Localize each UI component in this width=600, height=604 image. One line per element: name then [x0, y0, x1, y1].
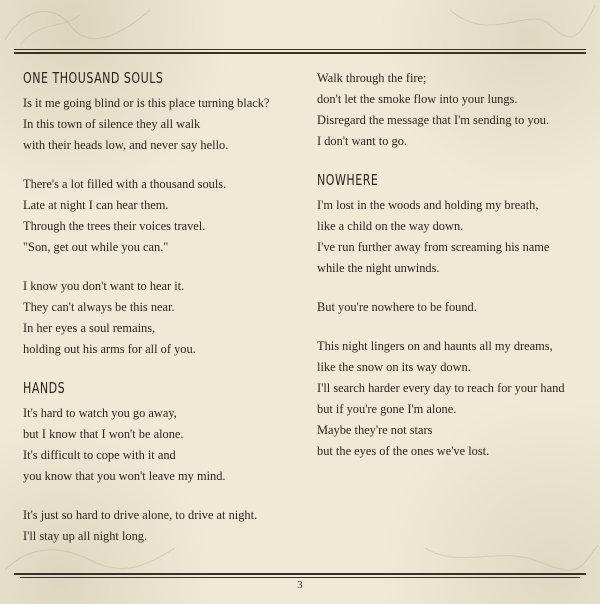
left-column — [23, 68, 293, 547]
lyric-line: like a child on the way down. — [317, 219, 464, 233]
lyric-line: I'll stay up all night long. — [23, 529, 148, 543]
lyric-line: Disregard the message that I'm sending to you. — [317, 113, 550, 127]
lyric-line: Walk through the fire; — [317, 71, 427, 85]
lyric-line: Is it me going blind or is this place turning black? — [23, 96, 270, 110]
corner-ornament-top-right — [440, 0, 600, 50]
song-title: ONE THOUSAND SOULS — [23, 69, 164, 87]
lyric-line: Through the trees their voices travel. — [23, 219, 206, 233]
page-number: 3 — [297, 579, 303, 591]
corner-ornament-bottom-right — [420, 540, 600, 574]
lyric-line: But you're nowhere to be found. — [317, 300, 477, 314]
lyric-line: In this town of silence they all walk — [23, 117, 201, 131]
lyric-line: you know that you won't leave my mind. — [23, 469, 226, 483]
lyric-line: but I know that I won't be alone. — [23, 427, 184, 441]
lyric-line: It's just so hard to drive alone, to drive at night. — [23, 508, 258, 522]
lyric-line: but the eyes of the ones we've lost. — [317, 444, 490, 458]
lyric-line: This night lingers on and haunts all my dreams, — [317, 339, 553, 353]
lyric-line: "Son, get out while you can." — [23, 240, 169, 254]
lyric-line: with their heads low, and never say hello. — [23, 138, 229, 152]
lyric-line: It's hard to watch you go away, — [23, 406, 177, 420]
lyric-line: holding out his arms for all of you. — [23, 342, 196, 356]
corner-ornament-top-left — [0, 0, 160, 50]
lyric-line: Maybe they're not stars — [317, 423, 433, 437]
lyric-line: There's a lot filled with a thousand souls. — [23, 177, 227, 191]
lyric-line: I don't want to go. — [317, 134, 407, 148]
song-title: NOWHERE — [317, 171, 379, 189]
lyric-line: Late at night I can hear them. — [23, 198, 169, 212]
lyric-line: don't let the smoke flow into your lungs. — [317, 92, 518, 106]
lyric-line: I'll search harder every day to reach for your hand — [317, 381, 565, 395]
lyric-line: It's difficult to cope with it and — [23, 448, 176, 462]
lyric-line: I know you don't want to hear it. — [23, 279, 185, 293]
lyric-line: They can't always be this near. — [23, 300, 175, 314]
song-title: HANDS — [23, 379, 66, 397]
right-column — [317, 68, 587, 462]
lyric-line: I've run further away from screaming his name — [317, 240, 550, 254]
lyric-line: but if you're gone I'm alone. — [317, 402, 457, 416]
lyric-line: while the night unwinds. — [317, 261, 440, 275]
top-divider-rule — [14, 49, 586, 55]
lyric-line: In her eyes a soul remains, — [23, 321, 156, 335]
lyric-line: I'm lost in the woods and holding my breath, — [317, 198, 539, 212]
lyric-line: like the snow on its way down. — [317, 360, 471, 374]
